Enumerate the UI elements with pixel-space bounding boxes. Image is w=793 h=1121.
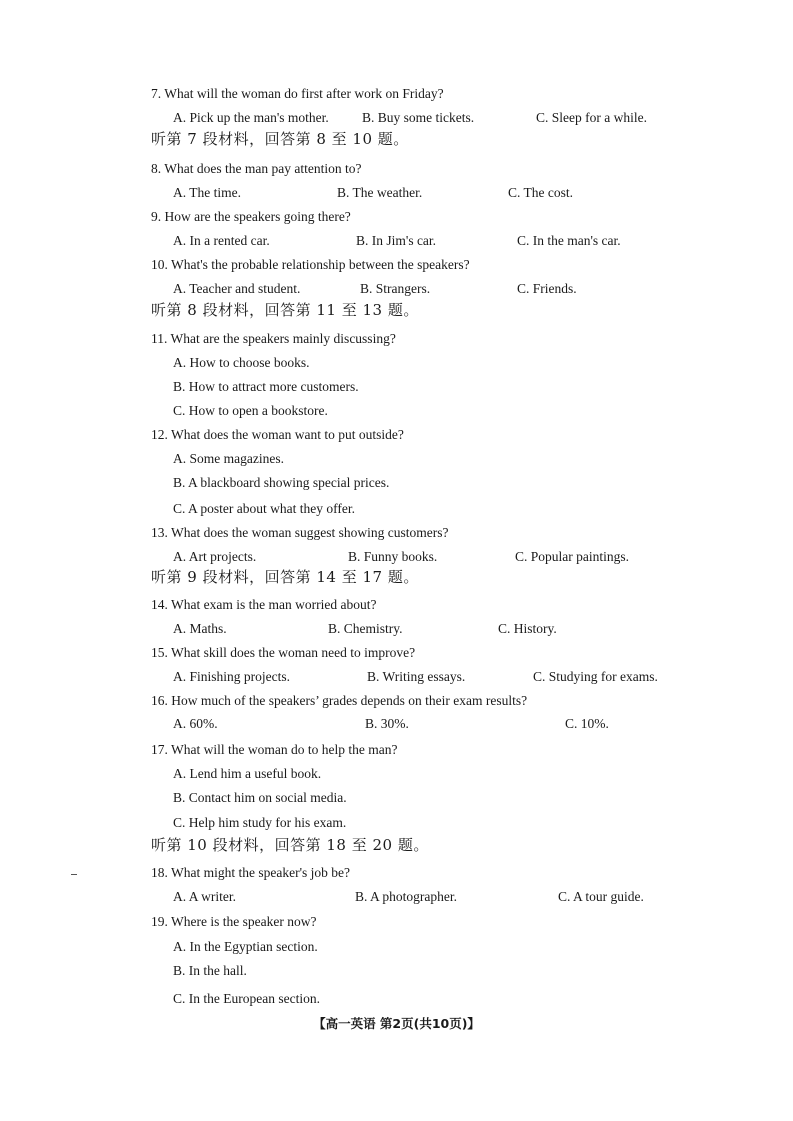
answer-option: A. A writer.	[173, 889, 236, 904]
answer-option: B. In the hall.	[173, 963, 247, 978]
answer-option: A. 60%.	[173, 716, 218, 731]
page-footer: 【高一英语 第2页(共10页)】	[313, 1016, 480, 1031]
answer-option: C. 10%.	[565, 716, 609, 731]
answer-option: B. The weather.	[337, 185, 423, 200]
answer-option: B. A blackboard showing special prices.	[173, 475, 390, 490]
question-text: 14. What exam is the man worried about?	[151, 597, 377, 612]
answer-option: A. Teacher and student.	[173, 281, 301, 296]
section-instruction: 听第 7 段材料，回答第 8 至 10 题。	[151, 130, 409, 148]
answer-option: C. A tour guide.	[558, 889, 644, 904]
answer-option: C. How to open a bookstore.	[173, 403, 328, 418]
answer-option: B. 30%.	[365, 716, 409, 731]
answer-option: C. History.	[498, 621, 557, 636]
answer-option: C. Sleep for a while.	[536, 110, 647, 125]
answer-option: B. How to attract more customers.	[173, 379, 359, 394]
question-text: 12. What does the woman want to put outside?	[151, 427, 404, 442]
answer-option: A. Pick up the man's mother.	[173, 110, 329, 125]
question-text: 11. What are the speakers mainly discussing?	[151, 331, 396, 346]
answer-option: C. A poster about what they offer.	[173, 501, 355, 516]
answer-option: A. How to choose books.	[173, 355, 310, 370]
answer-option: B. In Jim's car.	[356, 233, 437, 248]
answer-option: A. The time.	[173, 185, 241, 200]
answer-option: B. Buy some tickets.	[362, 110, 475, 125]
margin-mark	[71, 874, 77, 875]
question-text: 16. How much of the speakers’ grades depends on their exam results?	[151, 693, 528, 708]
question-text: 18. What might the speaker's job be?	[151, 865, 351, 880]
answer-option: A. In the Egyptian section.	[173, 939, 318, 954]
answer-option: B. A photographer.	[355, 889, 457, 904]
answer-option: A. Lend him a useful book.	[173, 766, 322, 781]
answer-option: B. Contact him on social media.	[173, 790, 347, 805]
question-text: 15. What skill does the woman need to improve?	[151, 645, 416, 660]
answer-option: B. Strangers.	[360, 281, 431, 296]
answer-option: B. Chemistry.	[328, 621, 403, 636]
answer-option: A. Some magazines.	[173, 451, 284, 466]
section-instruction: 听第 8 段材料，回答第 11 至 13 题。	[151, 301, 419, 319]
answer-option: B. Writing essays.	[367, 669, 466, 684]
answer-option: C. Friends.	[517, 281, 577, 296]
answer-option: C. Popular paintings.	[515, 549, 629, 564]
question-text: 19. Where is the speaker now?	[151, 914, 317, 929]
answer-option: A. Finishing projects.	[173, 669, 290, 684]
answer-option: A. Maths.	[173, 621, 227, 636]
answer-option: B. Funny books.	[348, 549, 438, 564]
section-instruction: 听第 10 段材料，回答第 18 至 20 题。	[151, 836, 429, 854]
answer-option: C. In the man's car.	[517, 233, 621, 248]
answer-option: A. Art projects.	[173, 549, 257, 564]
answer-option: C. Help him study for his exam.	[173, 815, 347, 830]
question-text: 7. What will the woman do first after work on Friday?	[151, 86, 444, 101]
answer-option: C. Studying for exams.	[533, 669, 658, 684]
question-text: 10. What's the probable relationship between the speakers?	[151, 257, 470, 272]
answer-option: C. The cost.	[508, 185, 573, 200]
answer-option: C. In the European section.	[173, 991, 320, 1006]
answer-option: A. In a rented car.	[173, 233, 270, 248]
question-text: 17. What will the woman do to help the man?	[151, 742, 398, 757]
question-text: 13. What does the woman suggest showing customers?	[151, 525, 449, 540]
section-instruction: 听第 9 段材料，回答第 14 至 17 题。	[151, 568, 419, 586]
question-text: 9. How are the speakers going there?	[151, 209, 351, 224]
question-text: 8. What does the man pay attention to?	[151, 161, 362, 176]
